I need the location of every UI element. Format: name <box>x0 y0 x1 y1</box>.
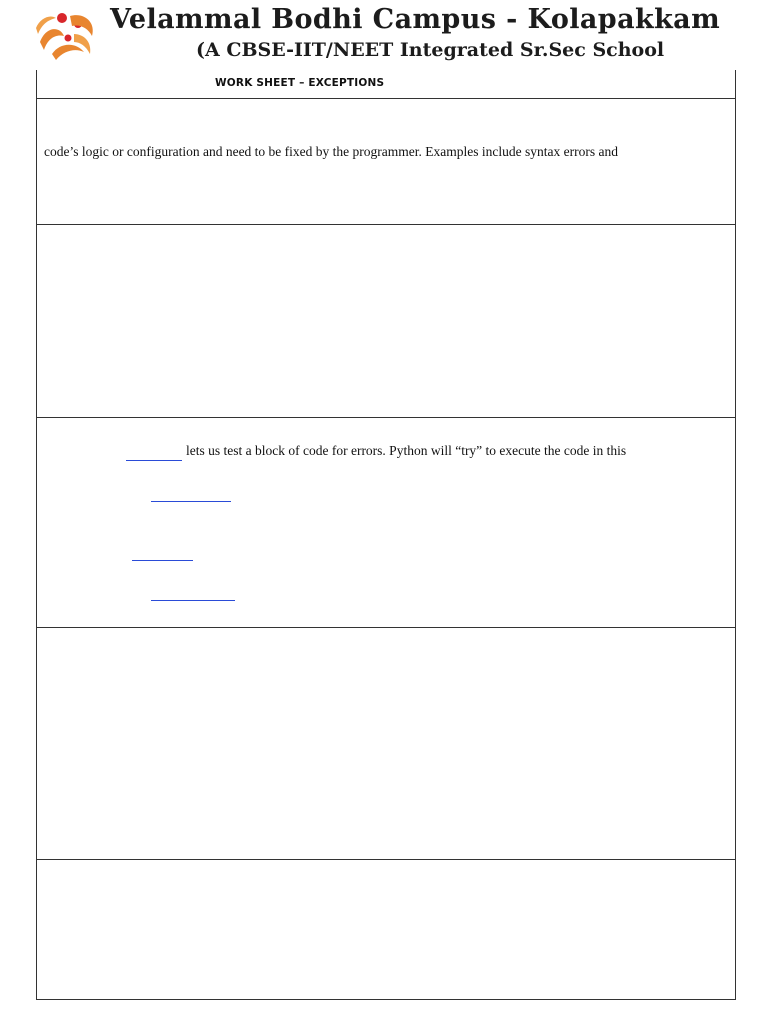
school-subtitle: (A CBSE-IIT/NEET Integrated Sr.Sec School <box>196 39 665 61</box>
school-logo-icon <box>34 8 100 64</box>
section-3-line-1: lets us test a block of code for errors. Python will “try” to execute the code in this <box>186 443 627 458</box>
section-3 <box>37 417 735 628</box>
blank-line-try[interactable] <box>126 446 182 461</box>
page-header <box>0 0 768 68</box>
blank-line-4[interactable] <box>151 586 235 601</box>
school-name: Velammal Bodhi Campus - Kolapakkam <box>110 4 721 35</box>
worksheet-title: WORK SHEET – EXCEPTIONS <box>215 77 385 89</box>
blank-line-2[interactable] <box>151 487 231 502</box>
worksheet-table <box>36 70 736 1000</box>
section-1-text: code’s logic or configuration and need to be fixed by the programmer. Examples include syntax errors and <box>44 144 618 159</box>
section-4 <box>37 627 735 860</box>
section-5 <box>37 859 735 1000</box>
blank-line-3[interactable] <box>132 546 193 561</box>
section-2 <box>37 224 735 418</box>
section-1 <box>37 98 735 225</box>
